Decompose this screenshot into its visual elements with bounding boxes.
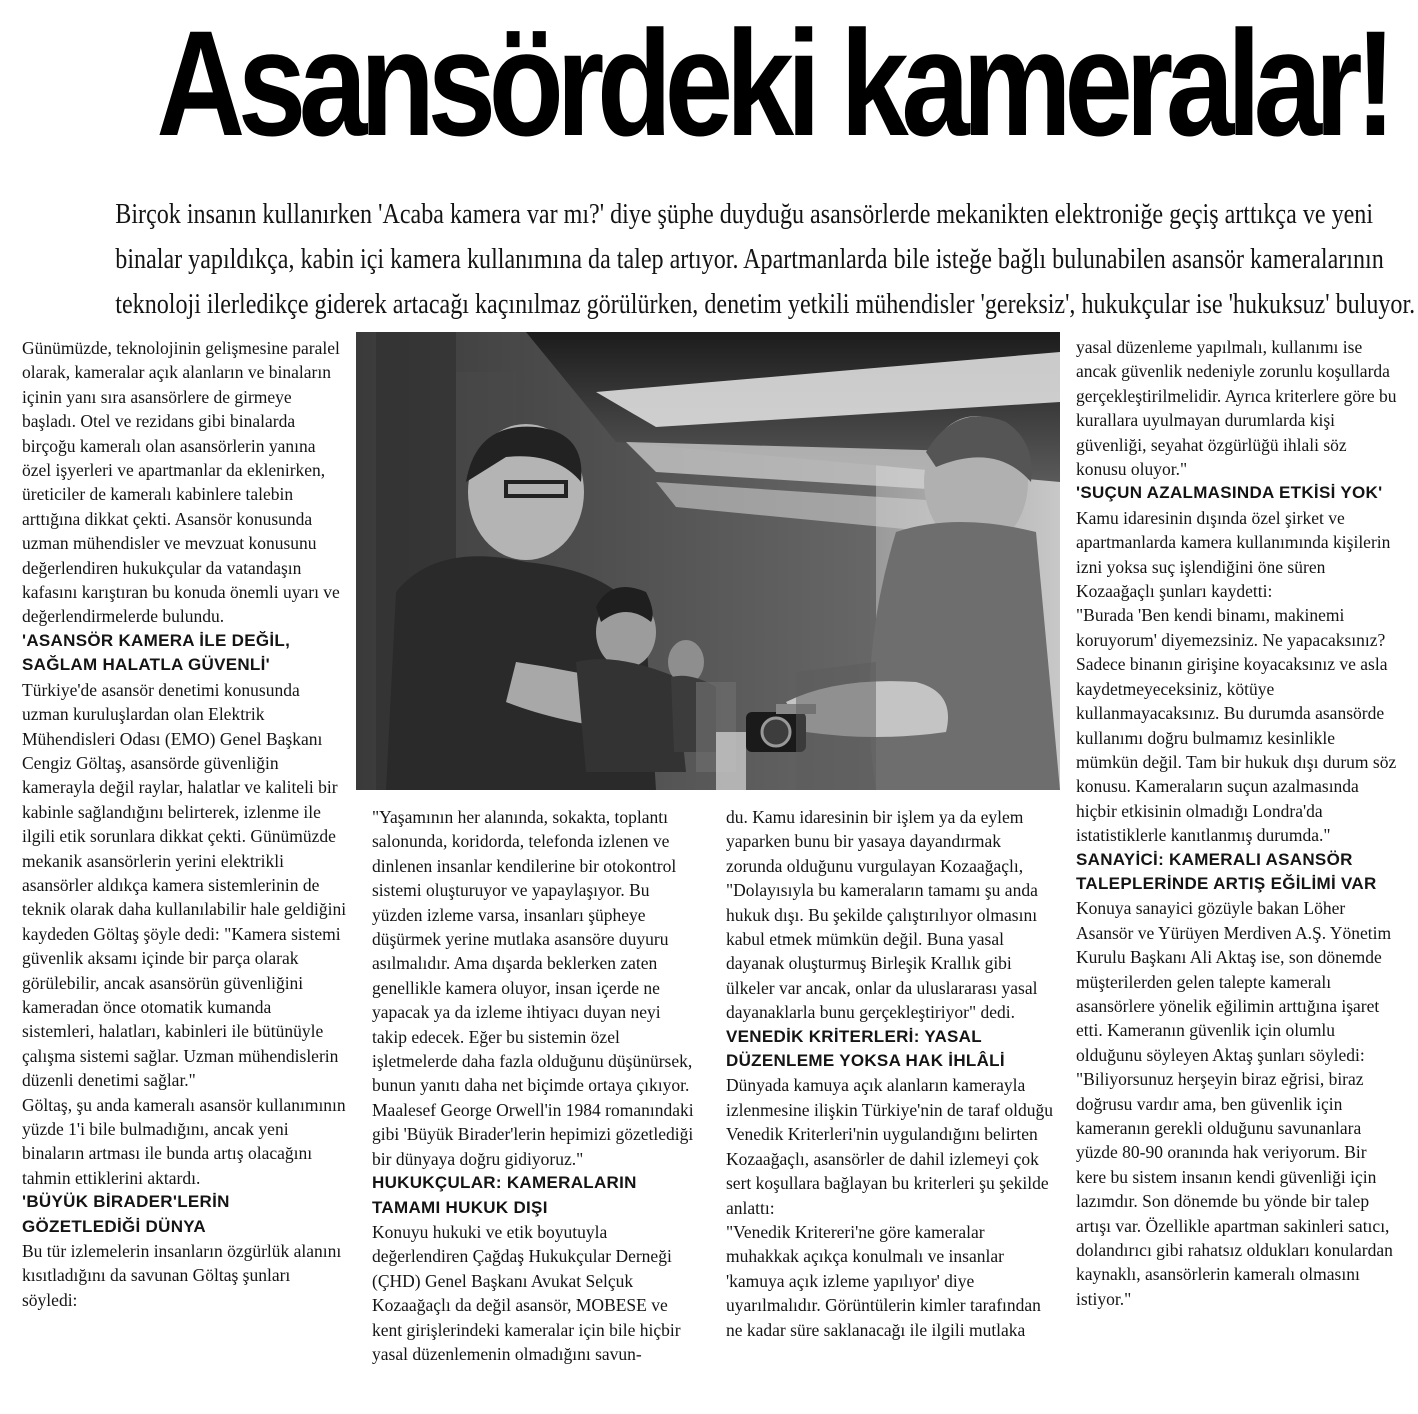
paragraph: "Venedik Kritereri'ne göre kameralar muhakkak açıkça konulmalı ve insanlar 'kamuya açık izleme yapılıyor' diye uyarılmalıdır. Görüntülerin kimler tarafından ne kadar süre saklanacağı ile ilgili mutlaka	[726, 1221, 1041, 1340]
paragraph: "Yaşamının her alanında, sokakta, toplantı salonunda, koridorda, telefonda izlenen ve dinlenen insanlar kendilerine bir otokontrol sistemi oluşturuyor ve yapaylaşıyor. Bu yüzden izleme varsa, insanları şüpheye düşürmek yerine mutlaka asansöre duyuru asılmalıdır. Ama dışarda beklerken zaten genellikle kamera oluyor, insan içerde ne yapacak ya da izleme ihtiyacı duyan neyi takip edecek. Eğer bu sistemin özel işletmelerde daha fazla olduğunu düşünürsek, bunun yanıtı daha net biçimde ortaya çıkıyor. Maalesef George Orwell'in 1984 romanındaki gibi 'Büyük Birader'lerin hepimizi gözetlediği bir dünyaya doğru gidiyoruz."	[372, 807, 694, 1169]
section-heading: SANAYİCİ: KAMERALI ASANSÖR TALEPLERİNDE ARTIŞ EĞİLİMİ VAR	[1076, 849, 1377, 893]
section-heading: VENEDİK KRİTERLERİ: YASAL DÜZENLEME YOKSA HAK İHLÂLİ	[726, 1026, 1005, 1071]
article-photo	[356, 332, 1060, 790]
paragraph: Dünyada kamuya açık alanların kamerayla izlenmesine ilişkin Türkiye'nin de taraf olduğu Venedik Kriterleri'nin uygulandığını belirten Kozaağaçlı, asansörler de dahil izlemeyi çok sert koşullara bağlayan bu kriterleri şu şekilde anlattı:	[726, 1075, 1053, 1218]
lede	[115, 192, 1416, 327]
article-column-1	[22, 336, 348, 1312]
article-column-3	[726, 805, 1056, 1342]
section-heading: 'SUÇUN AZALMASINDA ETKİSİ YOK'	[1076, 483, 1383, 503]
section-heading: HUKUKÇULAR: KAMERALARIN TAMAMI HUKUK DIŞI	[372, 1173, 637, 1217]
section-heading: 'ASANSÖR KAMERA İLE DEĞİL, SAĞLAM HALATLA GÜVENLİ'	[22, 630, 291, 675]
elevator-photo-illustration	[356, 332, 1060, 790]
paragraph: Günümüzde, teknolojinin gelişmesine paralel olarak, kameralar açık alanların ve binaların içinin yanı sıra asansörlere de girmeye başladı. Otel ve rezidans gibi binalarda birçoğu kameralı olan asansörlerin yanına özel işyerleri ve apartmanlar da eklenirken, üreticiler de kameralı kabinlere talebin arttığına dikkat çekti. Asansör konusunda uzman mühendisler ve mevzuat konusunu değerlendiren hukukçular da vatandaşın kafasını karıştıran bu konuda önemli uyarı ve değerlendirmelerde bulundu.	[22, 338, 340, 627]
lede-line: Birçok insanın kullanırken 'Acaba kamera var mı?' diye şüphe duyduğu asansörlerde mekanikten elektroniğe geçiş arttıkça ve yeni	[115, 199, 1374, 230]
paragraph: Türkiye'de asansör denetimi konusunda uzman kuruluşlardan olan Elektrik Mühendisleri Odası (EMO) Genel Başkanı Cengiz Göltaş, asansörde güvenliğin kamerayla değil raylar, halatlar ve kaliteli bir kabinle sağlandığını belirterek, izlenme ile ilgili etik sorunlara dikkat çekti. Günümüzde mekanik asansörlerin yerini elektrikli asansörler aldıkça kamera sistemlerinin de teknik olarak daha kullanılabilir hale geldiğini kaydeden Göltaş şöyle dedi: "Kamera sistemi güvenlik aksamı içinde bir parça olarak görülebilir, ancak asansörün güvenliğini kameradan önce otomatik kumanda sistemleri, halatları, kabinleri ile bütünüyle çalışma sistemi sağlar. Uzman mühendislerin düzenli denetimi sağlar."	[22, 679, 347, 1091]
article-column-4	[1076, 335, 1401, 1311]
paragraph: du. Kamu idaresinin bir işlem ya da eylem yaparken bunu bir yasaya dayandırmak zorunda olduğunu vurgulayan Kozaağaçlı, "Dolayısıyla bu kameraların tamamı şu anda hukuk dışı. Bu şekilde çalıştırılıyor olmasını kabul etmek mümkün değil. Buna yasal dayanak oluşturmuş Birleşik Krallık gibi ülkeler var ancak, onlar da uluslararası yasal dayanaklarla bunu gerçekleştiriyor" dedi.	[726, 807, 1038, 1023]
article-column-2	[372, 805, 697, 1366]
paragraph: Konuya sanayici gözüyle bakan Löher Asansör ve Yürüyen Merdiven A.Ş. Yönetim Kurulu Başkanı Ali Aktaş ise, son dönemde müşterilerden gelen talepte kameralı asansörlere yönelik eğilimin arttığına işaret etti. Kameranın güvenlik için olumlu olduğunu söyleyen Aktaş şunları söyledi:	[1076, 898, 1392, 1065]
headline: Asansördeki kameralar!	[156, 0, 1389, 167]
section-heading: 'BÜYÜK BİRADER'LERİN GÖZETLEDİĞİ DÜNYA	[22, 1192, 230, 1236]
paragraph: Göltaş, şu anda kameralı asansör kullanımının yüzde 1'i bile bulmadığını, ancak yeni binaların artması ile bunda artış olacağını tahmin ettiklerini aktardı.	[22, 1094, 346, 1188]
paragraph: "Biliyorsunuz herşeyin biraz eğrisi, biraz doğrusu vardır ama, ben güvenlik için kameranın gerekli olduğunu savunanlara yüzde 80-90 oranında hak veriyorum. Bir kere bu sistem insanın kendi güvenliği için lazımdır. Son dönemde bu yönde bir talep artışı var. Özellikle apartman sakinleri satıcı, dolandırıcı gibi rahatsız oldukları konulardan kaynaklı, asansörlerin kameralı olmasını istiyor."	[1076, 1069, 1393, 1309]
lede-line: binalar yapıldıkça, kabin içi kamera kullanımına da talep artıyor. Apartmanlarda bile isteğe bağlı bulunabilen asansör kameralarının	[115, 244, 1384, 275]
paragraph: Bu tür izlemelerin insanların özgürlük alanını kısıtladığını da savunan Göltaş şunları söyledi:	[22, 1241, 342, 1310]
paragraph: "Burada 'Ben kendi binamı, makinemi koruyorum' diyemezsiniz. Ne yapacaksınız? Sadece binanın girişine koyacaksınız ve asla kaydetmeyeceksiniz, kötüye kullanmayacaksınız. Bu durumda asansörde kullanımı doğru bulmamız kesinlikle mümkün değil. Tam bir hukuk dışı durum söz konusu. Kameraların suçun azalmasında hiçbir etkisinin olmadığı Londra'da istatistiklerle kanıtlanmış durumda."	[1076, 605, 1397, 846]
paragraph: Kamu idaresinin dışında özel şirket ve apartmanlarda kamera kullanımında kişilerin izni yoksa suç işlendiğini öne süren Kozaağaçlı şunları kaydetti:	[1076, 507, 1391, 602]
paragraph: yasal düzenleme yapılmalı, kullanımı ise ancak güvenlik nedeniyle zorunlu koşullarda gerçekleştirilmelidir. Ayrıca kriterlere göre bu kurallara uyulmayan durumlarda kişi güvenliği, seyahat özgürlüğü ihlali söz konusu oluyor."	[1076, 337, 1397, 480]
paragraph: Konuyu hukuki ve etik boyutuyla değerlendiren Çağdaş Hukukçular Derneği (ÇHD) Genel Başkanı Avukat Selçuk Kozaağaçlı da değil asansör, MOBESE ve kent girişlerindeki kameralar için bile hiçbir yasal düzenlemenin olmadığını savun-	[372, 1221, 681, 1364]
lede-line: teknoloji ilerledikçe giderek artacağı kaçınılmaz görülürken, denetim yetkili mühendisler 'gereksiz', hukukçular ise 'hukuksuz' buluyor.	[115, 289, 1416, 320]
